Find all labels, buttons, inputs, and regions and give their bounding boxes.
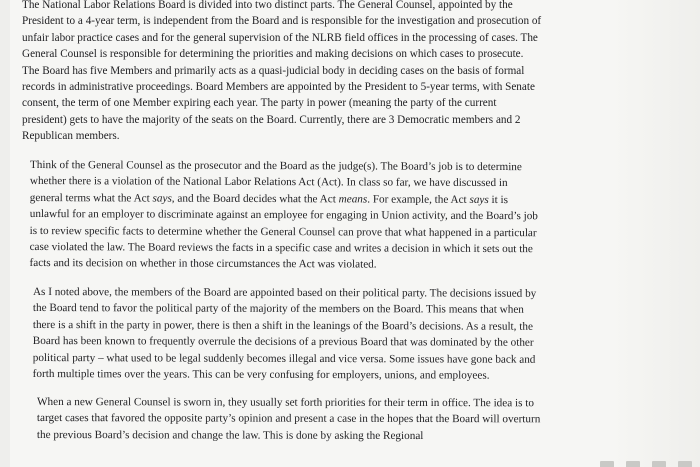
paragraph-text: Think of the General Counsel as the prosecutor and the Board as the judge(s). The Board’s job is to determine whether there is a violation of the National Labor Relations Act (Act). In class so far, we have discussed in general terms what the Act [29, 158, 522, 205]
emphasis-says: says [152, 192, 172, 205]
paragraph-text: , and the Board decides what the Act [171, 192, 339, 205]
edge-mark [678, 461, 692, 467]
paragraph-text: As I noted above, the members of the Board are appointed based on their political party. The decisions issued by the Board tend to favor the political party of the majority of the members on the Board. This means that when there is a shift in the party in power, there is then a shift in the leanings of the Board’s decisions. As a result, the Board has been known to frequently overrule the decisions of a previous Board that was dominated by the other political party – what used to be legal suddenly becomes illegal and vice versa. Some issues have gone back and forth multiple times over the years. This can be very confusing for employers, unions, and employees. [32, 285, 537, 382]
paragraph-prosecutor-judge [29, 157, 541, 274]
paragraph-political-party [33, 284, 542, 384]
document-body [22, 0, 542, 455]
emphasis-says: says [469, 193, 489, 206]
emphasis-means: means [338, 192, 368, 205]
page-edge-marks [584, 457, 694, 467]
edge-mark [652, 461, 666, 467]
paragraph-text: . For example, the Act [367, 192, 470, 206]
paragraph-nlrb-structure [22, 0, 542, 145]
edge-mark [600, 461, 614, 467]
paragraph-text: When a new General Counsel is sworn in, they usually set forth priorities for their term in office. The idea is to target cases that favored the opposite party’s opinion and present a case in the hopes that the Board will overturn the previous Board’s decision and change the law. This is done by asking the Regional [36, 395, 541, 442]
paragraph-text: The National Labor Relations Board is divided into two distinct parts. The General Counsel, appointed by the President to a 4-year term, is independent from the Board and is responsible for the investigation and prosecution of unfair labor practice cases and for the general supervision of the NLRB field offices in the processing of cases. The General Counsel is responsible for determining the priorities and making decisions on which cases to prosecute. The Board has five Members and primarily acts as a quasi-judicial body in deciding cases on the basis of formal records in administrative proceedings. Board Members are appointed by the President to 5-year terms, with Senate consent, the term of one Member expiring each year. The party in power (meaning the party of the current president) gets to have the majority of the seats on the Board. Currently, there are 3 Democratic members and 2 Republican members. [22, 0, 542, 143]
right-margin [610, 0, 700, 467]
paragraph-text: it is unlawful for an employer to discriminate against an employee for engaging in Union activity, and the Board’s job is to review specific facts to determine whether the General Counsel can prove that what happened in a particular case violated the law. The Board reviews the facts in a specific case and writes a decision in which it sets out the facts and its decision on whether in those circumstances the Act was violated. [29, 193, 538, 271]
paragraph-general-counsel-priorities [37, 394, 542, 445]
edge-mark [626, 461, 640, 467]
left-margin [0, 0, 10, 467]
